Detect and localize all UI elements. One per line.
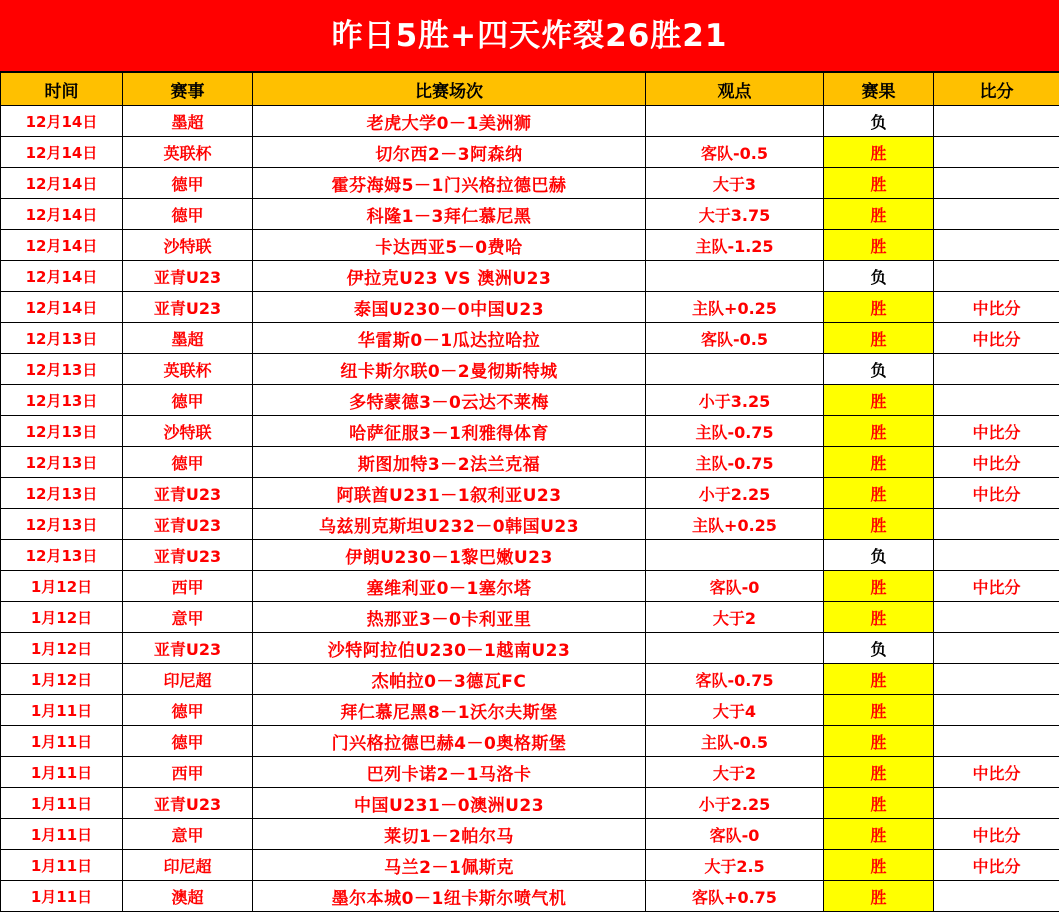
table-row [1,261,1059,292]
cell-result: 负 [824,540,934,571]
table-row [1,540,1059,571]
page-title: 昨日5胜+四天炸裂26胜21 [0,0,1059,72]
cell-match: 卡达西亚5－0费哈 [253,230,646,261]
cell-match: 门兴格拉德巴赫4－0奥格斯堡 [253,726,646,757]
cell-result: 胜 [824,416,934,447]
table-row [1,602,1059,633]
cell-score [934,602,1059,633]
cell-score [934,137,1059,168]
cell-score: 中比分 [934,850,1059,881]
cell-score [934,261,1059,292]
cell-view: 主队-1.25 [646,230,824,261]
table-row [1,664,1059,695]
cell-match: 巴列卡诺2－1马洛卡 [253,757,646,788]
cell-view [646,261,824,292]
table-row [1,819,1059,850]
table-row [1,447,1059,478]
cell-time: 1月12日 [1,602,123,633]
cell-match: 中国U231－0澳洲U23 [253,788,646,819]
cell-match: 杰帕拉0－3德瓦FC [253,664,646,695]
cell-result: 胜 [824,664,934,695]
cell-view: 大于4 [646,695,824,726]
cell-match: 斯图加特3－2法兰克福 [253,447,646,478]
cell-view: 大于2 [646,602,824,633]
cell-time: 12月14日 [1,137,123,168]
cell-result: 胜 [824,292,934,323]
column-header-score: 比分 [934,73,1059,106]
table-row [1,478,1059,509]
table-row [1,385,1059,416]
table-row [1,323,1059,354]
cell-time: 1月11日 [1,850,123,881]
cell-time: 12月13日 [1,385,123,416]
cell-view: 大于2.5 [646,850,824,881]
cell-result: 胜 [824,571,934,602]
cell-view: 客队+0.75 [646,881,824,912]
cell-view: 主队-0.5 [646,726,824,757]
cell-time: 1月11日 [1,757,123,788]
cell-score: 中比分 [934,757,1059,788]
cell-match: 伊朗U230－1黎巴嫩U23 [253,540,646,571]
cell-match: 阿联酋U231－1叙利亚U23 [253,478,646,509]
cell-score: 中比分 [934,478,1059,509]
cell-match: 马兰2－1佩斯克 [253,850,646,881]
column-header-match: 比赛场次 [253,73,646,106]
cell-score: 中比分 [934,447,1059,478]
cell-time: 12月14日 [1,168,123,199]
cell-league: 亚青U23 [123,540,253,571]
cell-result: 负 [824,106,934,137]
cell-league: 德甲 [123,726,253,757]
cell-league: 澳超 [123,881,253,912]
cell-league: 亚青U23 [123,261,253,292]
cell-league: 沙特联 [123,416,253,447]
cell-match: 泰国U230－0中国U23 [253,292,646,323]
cell-score [934,509,1059,540]
cell-league: 德甲 [123,168,253,199]
table-header-row [1,73,1059,106]
cell-view: 大于3 [646,168,824,199]
cell-view: 客队-0 [646,571,824,602]
cell-match: 哈萨征服3－1利雅得体育 [253,416,646,447]
table-body [1,106,1059,912]
cell-match: 乌兹别克斯坦U232－0韩国U23 [253,509,646,540]
cell-time: 12月14日 [1,230,123,261]
cell-score [934,540,1059,571]
table-row [1,199,1059,230]
cell-result: 胜 [824,788,934,819]
cell-time: 12月13日 [1,509,123,540]
table-row [1,695,1059,726]
cell-match: 华雷斯0－1瓜达拉哈拉 [253,323,646,354]
cell-result: 胜 [824,168,934,199]
cell-time: 12月14日 [1,106,123,137]
cell-result: 胜 [824,385,934,416]
cell-league: 印尼超 [123,850,253,881]
cell-view [646,633,824,664]
cell-view: 客队-0.5 [646,323,824,354]
cell-result: 负 [824,633,934,664]
cell-match: 莱切1－2帕尔马 [253,819,646,850]
cell-score: 中比分 [934,571,1059,602]
table-row [1,850,1059,881]
cell-result: 胜 [824,881,934,912]
cell-score [934,788,1059,819]
table-row [1,168,1059,199]
cell-score: 中比分 [934,323,1059,354]
cell-result: 胜 [824,850,934,881]
cell-league: 亚青U23 [123,478,253,509]
cell-time: 12月13日 [1,323,123,354]
cell-league: 亚青U23 [123,633,253,664]
cell-score [934,664,1059,695]
cell-time: 12月14日 [1,199,123,230]
cell-league: 德甲 [123,199,253,230]
cell-score [934,633,1059,664]
cell-result: 胜 [824,757,934,788]
table-row [1,788,1059,819]
cell-league: 亚青U23 [123,509,253,540]
cell-time: 1月12日 [1,664,123,695]
cell-score [934,199,1059,230]
cell-result: 负 [824,261,934,292]
table-row [1,137,1059,168]
cell-league: 西甲 [123,757,253,788]
cell-view [646,540,824,571]
cell-time: 12月13日 [1,478,123,509]
cell-score: 中比分 [934,819,1059,850]
table-row [1,292,1059,323]
table-row [1,571,1059,602]
cell-league: 意甲 [123,819,253,850]
cell-view: 客队-0.75 [646,664,824,695]
cell-time: 1月12日 [1,571,123,602]
cell-result: 胜 [824,199,934,230]
table-row [1,726,1059,757]
cell-league: 意甲 [123,602,253,633]
cell-match: 热那亚3－0卡利亚里 [253,602,646,633]
cell-time: 12月14日 [1,292,123,323]
cell-score [934,881,1059,912]
cell-result: 胜 [824,137,934,168]
cell-match: 老虎大学0－1美洲狮 [253,106,646,137]
cell-match: 多特蒙德3－0云达不莱梅 [253,385,646,416]
cell-match: 切尔西2－3阿森纳 [253,137,646,168]
cell-view: 主队+0.25 [646,509,824,540]
cell-time: 1月11日 [1,881,123,912]
cell-league: 亚青U23 [123,788,253,819]
cell-view: 主队-0.75 [646,447,824,478]
cell-league: 西甲 [123,571,253,602]
cell-match: 伊拉克U23 VS 澳洲U23 [253,261,646,292]
cell-view [646,354,824,385]
cell-view: 小于2.25 [646,478,824,509]
cell-view: 小于2.25 [646,788,824,819]
cell-match: 霍芬海姆5－1门兴格拉德巴赫 [253,168,646,199]
cell-view: 主队+0.25 [646,292,824,323]
table-row [1,106,1059,137]
table-row [1,354,1059,385]
cell-time: 1月12日 [1,633,123,664]
cell-match: 纽卡斯尔联0－2曼彻斯特城 [253,354,646,385]
cell-time: 1月11日 [1,726,123,757]
results-table [0,72,1059,912]
column-header-league: 赛事 [123,73,253,106]
cell-league: 墨超 [123,323,253,354]
cell-league: 英联杯 [123,137,253,168]
cell-view: 主队-0.75 [646,416,824,447]
cell-league: 印尼超 [123,664,253,695]
cell-score: 中比分 [934,416,1059,447]
table-row [1,509,1059,540]
cell-time: 1月11日 [1,819,123,850]
cell-view: 大于2 [646,757,824,788]
cell-result: 胜 [824,726,934,757]
cell-view: 客队-0.5 [646,137,824,168]
cell-time: 12月13日 [1,447,123,478]
cell-result: 胜 [824,447,934,478]
cell-view: 小于3.25 [646,385,824,416]
cell-score [934,726,1059,757]
cell-score: 中比分 [934,292,1059,323]
cell-time: 12月13日 [1,354,123,385]
cell-view [646,106,824,137]
cell-league: 德甲 [123,695,253,726]
cell-score [934,695,1059,726]
cell-league: 德甲 [123,385,253,416]
cell-result: 胜 [824,602,934,633]
table-row [1,881,1059,912]
cell-score [934,230,1059,261]
cell-result: 胜 [824,230,934,261]
cell-league: 亚青U23 [123,292,253,323]
cell-result: 胜 [824,478,934,509]
cell-match: 墨尔本城0－1纽卡斯尔喷气机 [253,881,646,912]
cell-time: 1月11日 [1,788,123,819]
cell-league: 沙特联 [123,230,253,261]
table-row [1,757,1059,788]
cell-result: 胜 [824,509,934,540]
cell-league: 德甲 [123,447,253,478]
table-row [1,633,1059,664]
cell-time: 1月11日 [1,695,123,726]
column-header-result: 赛果 [824,73,934,106]
cell-view: 客队-0 [646,819,824,850]
cell-match: 拜仁慕尼黑8－1沃尔夫斯堡 [253,695,646,726]
cell-view: 大于3.75 [646,199,824,230]
cell-match: 科隆1－3拜仁慕尼黑 [253,199,646,230]
cell-score [934,168,1059,199]
column-header-view: 观点 [646,73,824,106]
cell-result: 胜 [824,819,934,850]
cell-score [934,354,1059,385]
cell-result: 胜 [824,695,934,726]
table-row [1,416,1059,447]
cell-match: 沙特阿拉伯U230－1越南U23 [253,633,646,664]
cell-time: 12月14日 [1,261,123,292]
table-row [1,230,1059,261]
cell-time: 12月13日 [1,540,123,571]
cell-score [934,385,1059,416]
cell-match: 塞维利亚0－1塞尔塔 [253,571,646,602]
cell-result: 负 [824,354,934,385]
cell-result: 胜 [824,323,934,354]
cell-time: 12月13日 [1,416,123,447]
cell-league: 墨超 [123,106,253,137]
cell-score [934,106,1059,137]
cell-league: 英联杯 [123,354,253,385]
column-header-time: 时间 [1,73,123,106]
